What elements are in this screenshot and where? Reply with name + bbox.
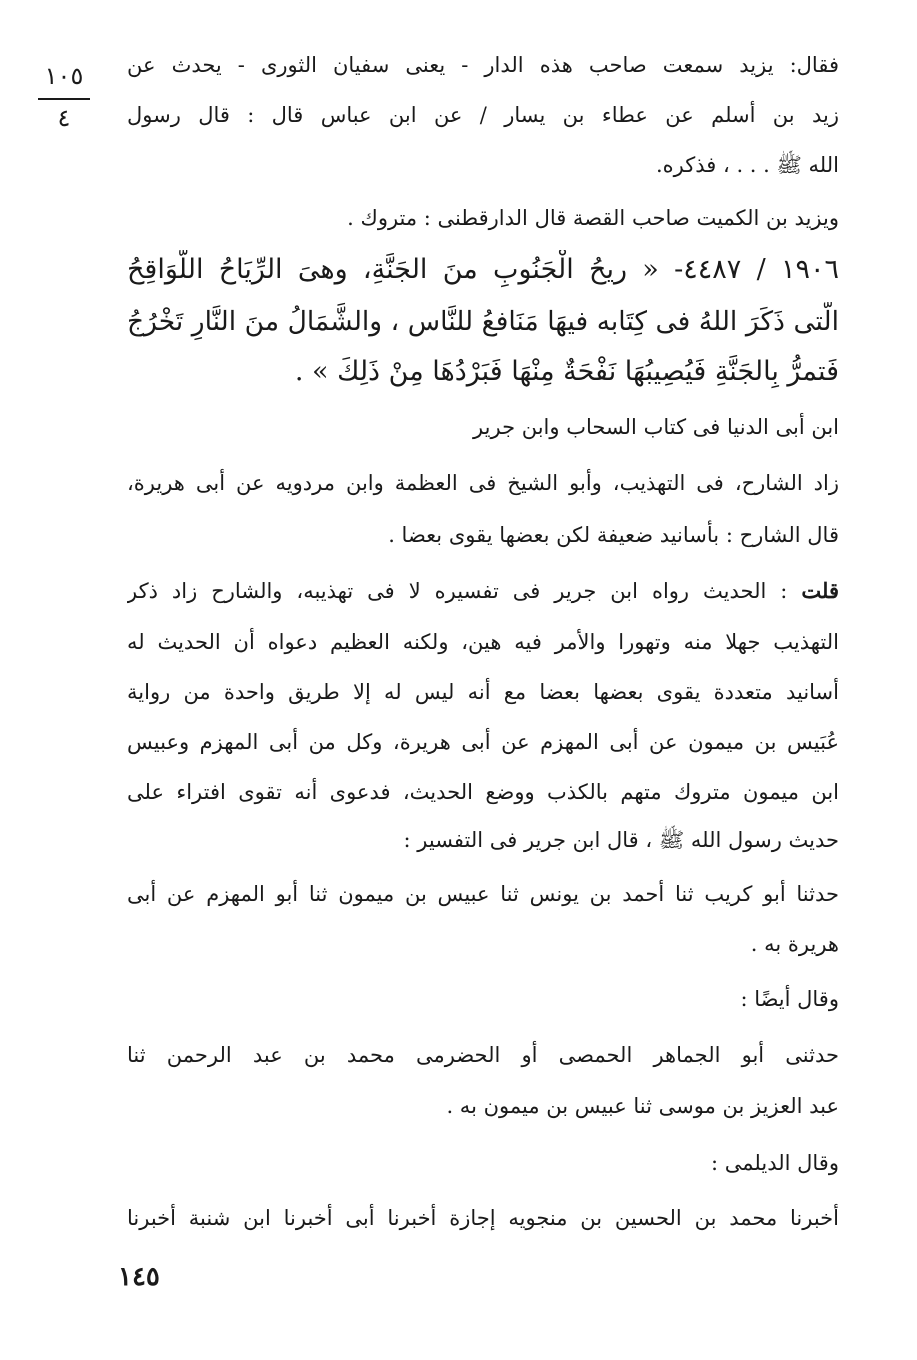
text-line: أخبرنا محمد بن الحسين بن منجويه إجازة أخبرنا أبى أخبرنا ابن شنبة أخبرنا xyxy=(127,1206,839,1230)
text-line: الله ﷺ . . . ، فذكره. xyxy=(656,153,839,177)
text-line: ابن أبى الدنيا فى كتاب السحاب وابن جرير xyxy=(473,415,839,439)
text-line: هريرة به . xyxy=(750,932,839,956)
text-line: وقال الديلمى : xyxy=(711,1151,839,1175)
text-line: ابن ميمون متروك متهم بالكذب ووضع الحديث، فدعوى أنه تقوى افتراء على xyxy=(127,780,839,804)
text-line: ويزيد بن الكميت صاحب القصة قال الدارقطنى : متروك . xyxy=(347,206,839,230)
text-line: قلت : الحديث رواه ابن جرير فى تفسيره لا فى تهذيبه، والشارح زاد ذكر xyxy=(127,578,839,603)
text-line: وقال أيضًا : xyxy=(740,987,839,1011)
hadith-line: ١٩٠٦ / ٤٤٨٧- « ريحُ الْجَنُوبِ منَ الجَنَّةِ، وهىَ الرِّيَاحُ اللَّوَاقِحُ xyxy=(127,254,839,285)
text-line: التهذيب جهلا منه وتهورا والأمر فيه هين، ولكنه العظيم دعواه أن الحديث له xyxy=(127,630,839,654)
text-line: زيد بن أسلم عن عطاء بن يسار / عن ابن عباس قال : قال رسول xyxy=(127,103,839,127)
hadith-line: الَّتى ذَكَرَ اللهُ فى كِتَابه فيهَا مَنَافعُ للنَّاس ، والشَّمَالُ منَ النَّارِ تَخْرُجُ xyxy=(127,306,839,337)
text-line: حدثنى أبو الجماهر الحمصى أو الحضرمى محمد بن عبد الرحمن ثنا xyxy=(127,1043,839,1067)
text-line: أسانيد متعددة يقوى بعضها بعضا مع أنه ليس له إلا طريق واحدة من رواية xyxy=(127,680,839,704)
qultu-label: قلت xyxy=(801,578,839,603)
text-line: فقال: يزيد سمعت صاحب هذه الدار - يعنى سفيان الثورى - يحدث عن xyxy=(127,53,839,77)
text-line: زاد الشارح، فى التهذيب، وأبو الشيخ فى العظمة وابن مردويه عن أبى هريرة، xyxy=(127,471,839,495)
text-line: قال الشارح : بأسانيد ضعيفة لكن بعضها يقوى بعضا . xyxy=(388,523,839,547)
margin-reference-rule xyxy=(38,98,90,100)
text-line: حدثنا أبو كريب ثنا أحمد بن يونس ثنا عبيس بن ميمون ثنا أبو المهزم عن أبى xyxy=(127,882,839,906)
hadith-line: فَتمرُّ بِالجَنَّةِ فَيُصِيبُهَا نَفْحَةٌ مِنْهَا فَبَرْدُهَا مِنْ ذَلِكَ » . xyxy=(294,356,839,387)
margin-reference xyxy=(34,62,94,132)
margin-reference-sub: ٤ xyxy=(57,104,71,132)
text-line: عُبَيس بن ميمون عن أبى المهزم عن أبى هريرة، وكل من أبى المهزم وعبيس xyxy=(127,730,839,754)
page-number: ١٤٥ xyxy=(118,1262,160,1292)
margin-reference-number: ١٠٥ xyxy=(44,62,84,90)
text-line: عبد العزيز بن موسى ثنا عبيس بن ميمون به . xyxy=(446,1094,839,1118)
text-line: حديث رسول الله ﷺ ، قال ابن جرير فى التفسير : xyxy=(403,828,839,852)
